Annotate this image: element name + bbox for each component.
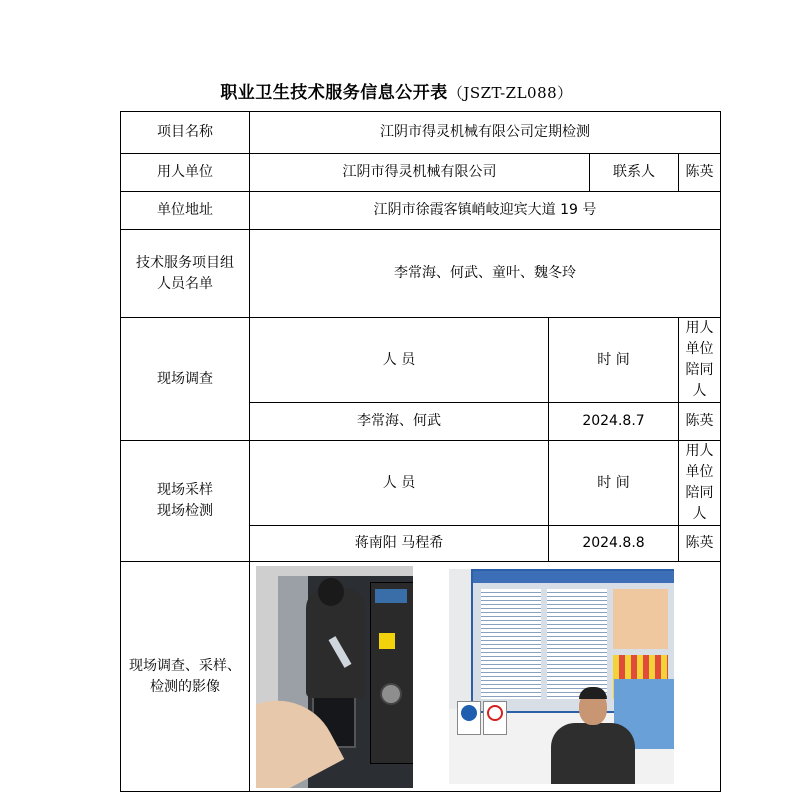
address-value: 江阴市徐霞客镇峭岐迎宾大道 19 号 (250, 192, 721, 230)
row-employer (121, 154, 721, 192)
row-survey-header (121, 318, 721, 403)
survey-date: 2024.8.7 (549, 403, 679, 441)
team-label (121, 230, 250, 318)
survey-staff: 李常海、何武 (250, 403, 549, 441)
mandatory-sign-icon (457, 701, 481, 735)
warning-icon (379, 633, 395, 649)
sampling-label-line2: 现场检测 (157, 503, 213, 519)
site-photo-machine (256, 566, 413, 788)
images-label (121, 562, 250, 792)
title-main: 职业卫生技术服务信息公开表 (220, 83, 448, 103)
row-images (121, 562, 721, 792)
title-code: （JSZT-ZL088） (447, 84, 573, 102)
team-label-line1: 技术服务项目组 (136, 254, 234, 271)
contact-label: 联系人 (590, 154, 679, 192)
info-table (120, 111, 721, 792)
team-value: 李常海、何武、童叶、魏冬玲 (250, 230, 721, 318)
sampling-label (121, 441, 250, 562)
project-name-value: 江阴市得灵机械有限公司定期检测 (250, 112, 721, 154)
images-cell (250, 562, 721, 792)
sampling-staff: 蒋南阳 马程希 (250, 526, 549, 562)
employer-label: 用人单位 (121, 154, 250, 192)
row-project-name (121, 112, 721, 154)
images-label-line1: 现场调查、采样、 (129, 657, 241, 674)
prohibition-sign-icon (483, 701, 507, 735)
sampling-header-staff: 人 员 (250, 441, 549, 526)
sampling-escort: 陈英 (679, 526, 721, 562)
site-photo-board (449, 569, 674, 784)
project-name-label: 项目名称 (121, 112, 250, 154)
sampling-header-escort: 用人单位陪同人 (679, 441, 721, 526)
sampling-header-date: 时 间 (549, 441, 679, 526)
employer-value: 江阴市得灵机械有限公司 (250, 154, 590, 192)
row-sampling-header (121, 441, 721, 526)
page-title (0, 78, 793, 103)
survey-header-escort: 用人单位陪同人 (679, 318, 721, 403)
contact-value: 陈英 (679, 154, 721, 192)
person-figure (551, 723, 635, 784)
row-address (121, 192, 721, 230)
address-label: 单位地址 (121, 192, 250, 230)
sampling-label-line1: 现场采样 (157, 482, 213, 498)
control-panel (370, 582, 413, 764)
images-label-line2: 检测的影像 (150, 678, 220, 695)
survey-header-staff: 人 员 (250, 318, 549, 403)
survey-header-date: 时 间 (549, 318, 679, 403)
row-team (121, 230, 721, 318)
sampling-date: 2024.8.8 (549, 526, 679, 562)
survey-escort: 陈英 (679, 403, 721, 441)
survey-label: 现场调查 (121, 318, 250, 441)
team-label-line2: 人员名单 (157, 275, 213, 292)
